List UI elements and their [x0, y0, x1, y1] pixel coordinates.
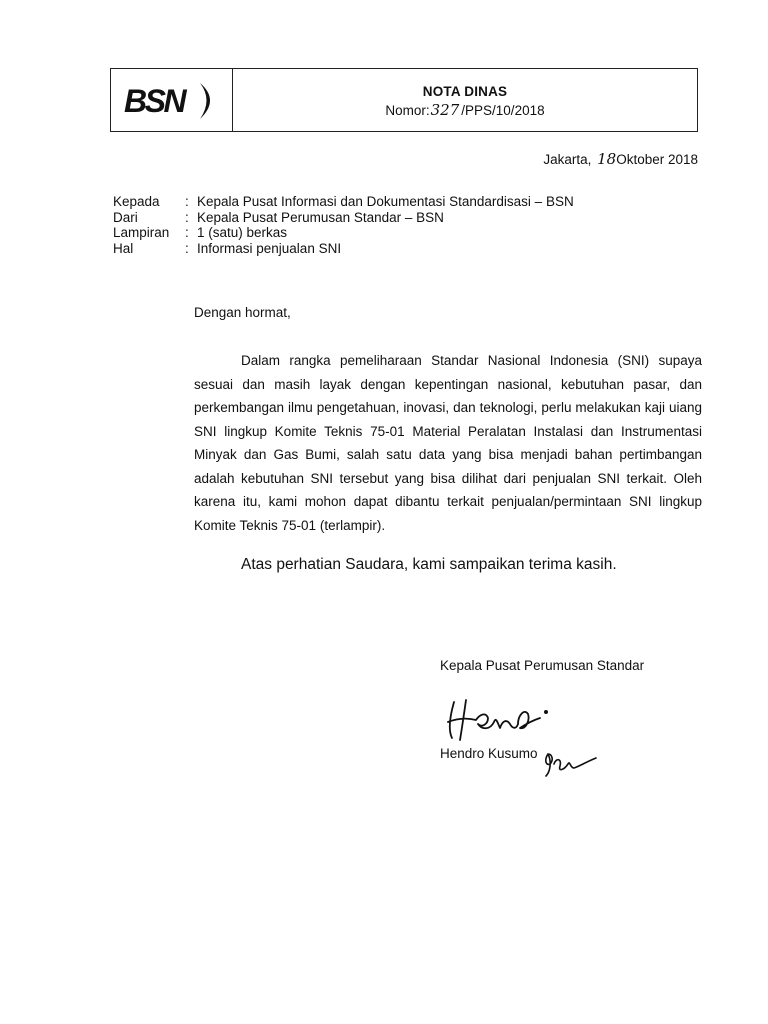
field-row-lampiran — [113, 225, 574, 241]
memo-number-handwritten: 327 — [430, 100, 460, 119]
field-key: Dari — [113, 209, 138, 225]
field-value: Informasi penjualan SNI — [197, 240, 342, 256]
field-row-dari — [113, 210, 574, 226]
date-line — [543, 150, 698, 168]
bsn-logo — [120, 77, 224, 123]
memo-number — [385, 101, 544, 119]
field-colon: : — [185, 209, 189, 225]
field-key: Kepada — [113, 194, 160, 209]
title-cell — [233, 69, 697, 131]
memo-fields — [113, 194, 574, 256]
field-row-kepada — [113, 194, 574, 210]
salutation: Dengan hormat, — [194, 305, 291, 320]
header-box — [110, 68, 698, 132]
field-colon: : — [185, 194, 189, 209]
date-suffix: Oktober 2018 — [616, 152, 698, 167]
field-value: Kepala Pusat Perumusan Standar – BSN — [197, 209, 444, 225]
date-day-handwritten: 18 — [597, 150, 617, 168]
field-colon: : — [185, 240, 189, 256]
logo-cell — [111, 69, 233, 131]
signatory-title: Kepala Pusat Perumusan Standar — [440, 658, 645, 673]
date-prefix: Jakarta, — [543, 152, 596, 167]
field-key: Hal — [113, 240, 134, 256]
field-key: Lampiran — [113, 225, 170, 240]
handwritten-signature — [444, 694, 554, 744]
memo-number-prefix: Nomor: — [385, 102, 430, 118]
closing-sentence: Atas perhatian Saudara, kami sampaikan terima kasih. — [241, 556, 617, 573]
field-value: Kepala Pusat Informasi dan Dokumentasi Standardisasi – BSN — [197, 194, 574, 209]
signatory-name: Hendro Kusumo — [440, 746, 538, 761]
svg-text:BSN: BSN — [123, 83, 184, 119]
field-row-hal — [113, 241, 574, 257]
body-paragraph: Dalam rangka pemeliharaan Standar Nasional Indonesia (SNI) supaya sesuai dan masih layak dengan kepentingan nasional, kebutuhan pasar, dan perkembangan ilmu pengetahuan, inovasi, dan teknologi, perlu melakukan kaji uiang SNI lingkup Komite Teknis 75-01 Material Peralatan Instalasi dan Instrumentasi Minyak dan Gas Bumi, salah satu data yang bisa menjadi bahan pertimbangan adalah kebutuhan SNI tersebut yang bisa dilihat dari penjualan SNI terkait. Oleh karena itu, kami mohon dapat dibantu terkait penjualan/permintaan SNI lingkup Komite Teknis 75-01 (terlampir). — [194, 353, 702, 533]
field-value: 1 (satu) berkas — [197, 225, 288, 240]
initial-paraf — [542, 748, 600, 778]
memo-number-suffix: /PPS/10/2018 — [461, 102, 545, 118]
memo-title: NOTA DINAS — [422, 83, 508, 99]
field-colon: : — [185, 225, 189, 240]
